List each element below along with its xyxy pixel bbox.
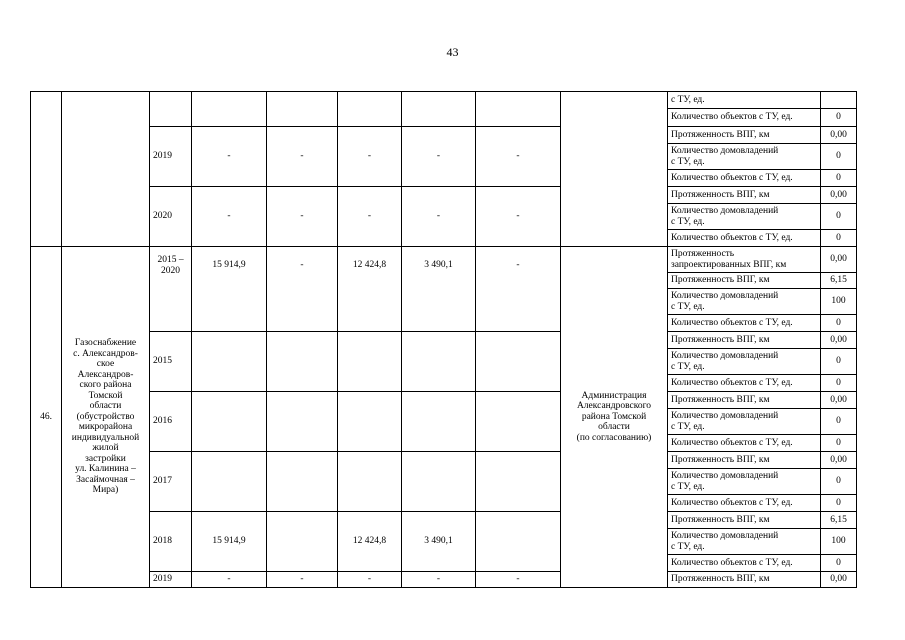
cont-value-cell bbox=[338, 92, 402, 127]
year-cell: 2020 bbox=[150, 187, 192, 247]
value-cell: 15 914,9 bbox=[192, 247, 267, 332]
indicator-value: 100 bbox=[821, 529, 857, 555]
indicator-cell: Количество объектов с ТУ, ед. bbox=[668, 230, 821, 247]
value-cell bbox=[402, 392, 476, 452]
value-cell bbox=[192, 332, 267, 392]
indicator-cell: Количество домовладений с ТУ, ед. bbox=[668, 144, 821, 170]
value-cell bbox=[192, 452, 267, 512]
indicator-cell: Количество объектов с ТУ, ед. bbox=[668, 495, 821, 512]
cont-name-cell bbox=[62, 92, 150, 247]
year-cell: 2016 bbox=[150, 392, 192, 452]
value-cell bbox=[267, 392, 338, 452]
year-cell: 2015 bbox=[150, 332, 192, 392]
value-cell bbox=[267, 512, 338, 572]
indicator-value: 0 bbox=[821, 409, 857, 435]
value-cell bbox=[338, 392, 402, 452]
indicator-value: 0 bbox=[821, 375, 857, 392]
cont-value-cell bbox=[192, 92, 267, 127]
indicator-cell: Количество объектов с ТУ, ед. bbox=[668, 170, 821, 187]
value-cell: - bbox=[192, 572, 267, 588]
cont-value-cell bbox=[476, 92, 561, 127]
item-name: Газоснабжение с. Александров- ское Александров- ского района Томской области (обустройство микрорайона индивидуальной жилой застройки ул. Калинина – Засаймочная – Мира) bbox=[62, 247, 150, 588]
cont-number-cell bbox=[31, 92, 62, 247]
value-cell bbox=[402, 332, 476, 392]
indicator-cell: Количество домовладений с ТУ, ед. bbox=[668, 409, 821, 435]
cont-executor-cell bbox=[561, 92, 668, 247]
value-cell: 12 424,8 bbox=[338, 247, 402, 332]
value-cell: - bbox=[476, 187, 561, 247]
indicator-value: 0 bbox=[821, 555, 857, 572]
value-cell: - bbox=[476, 127, 561, 187]
value-cell: - bbox=[402, 187, 476, 247]
indicator-value: 0 bbox=[821, 469, 857, 495]
indicator-value bbox=[821, 92, 857, 109]
value-cell bbox=[476, 452, 561, 512]
program-table bbox=[30, 91, 857, 588]
value-cell: - bbox=[338, 187, 402, 247]
value-cell: 3 490,1 bbox=[402, 512, 476, 572]
indicator-cell: Протяженность ВПГ, км bbox=[668, 512, 821, 529]
indicator-value: 0,00 bbox=[821, 392, 857, 409]
indicator-value: 0 bbox=[821, 144, 857, 170]
value-cell: - bbox=[192, 127, 267, 187]
indicator-value: 100 bbox=[821, 289, 857, 315]
value-cell: - bbox=[338, 127, 402, 187]
indicator-cell: Протяженность ВПГ, км bbox=[668, 187, 821, 204]
item-number: 46. bbox=[31, 247, 62, 588]
indicator-value: 0 bbox=[821, 495, 857, 512]
year-cell: 2015 – 2020 bbox=[150, 247, 192, 332]
value-cell: - bbox=[267, 127, 338, 187]
indicator-cell: Количество домовладений с ТУ, ед. bbox=[668, 349, 821, 375]
value-cell bbox=[338, 452, 402, 512]
cont-value-cell bbox=[267, 92, 338, 127]
value-cell bbox=[192, 392, 267, 452]
indicator-cell: Количество домовладений с ТУ, ед. bbox=[668, 469, 821, 495]
value-cell bbox=[476, 392, 561, 452]
value-cell bbox=[476, 512, 561, 572]
indicator-cell: Протяженность ВПГ, км bbox=[668, 273, 821, 289]
indicator-cell: Количество домовладений с ТУ, ед. bbox=[668, 289, 821, 315]
indicator-cell: с ТУ, ед. bbox=[668, 92, 821, 109]
indicator-cell: Количество объектов с ТУ, ед. bbox=[668, 315, 821, 332]
indicator-cell: Протяженность ВПГ, км bbox=[668, 452, 821, 469]
value-cell: 15 914,9 bbox=[192, 512, 267, 572]
indicator-value: 6,15 bbox=[821, 273, 857, 289]
value-cell: - bbox=[267, 247, 338, 332]
year-cell: 2019 bbox=[150, 572, 192, 588]
indicator-value: 0,00 bbox=[821, 187, 857, 204]
indicator-cell: Количество объектов с ТУ, ед. bbox=[668, 555, 821, 572]
value-cell: 12 424,8 bbox=[338, 512, 402, 572]
value-cell: - bbox=[267, 187, 338, 247]
year-cell: 2018 bbox=[150, 512, 192, 572]
indicator-cell: Протяженность ВПГ, км bbox=[668, 127, 821, 144]
indicator-value: 0 bbox=[821, 170, 857, 187]
indicator-cell: Количество объектов с ТУ, ед. bbox=[668, 109, 821, 127]
page-number: 43 bbox=[446, 45, 459, 59]
value-cell bbox=[267, 452, 338, 512]
value-cell: - bbox=[402, 127, 476, 187]
indicator-value: 0 bbox=[821, 109, 857, 127]
indicator-value: 0 bbox=[821, 230, 857, 247]
value-cell: - bbox=[192, 187, 267, 247]
value-cell bbox=[267, 332, 338, 392]
indicator-value: 0 bbox=[821, 204, 857, 230]
indicator-value: 0 bbox=[821, 435, 857, 452]
year-cell: 2019 bbox=[150, 127, 192, 187]
indicator-cell: Протяженность запроектированных ВПГ, км bbox=[668, 247, 821, 273]
cont-value-cell bbox=[402, 92, 476, 127]
value-cell: 3 490,1 bbox=[402, 247, 476, 332]
indicator-cell: Количество домовладений с ТУ, ед. bbox=[668, 204, 821, 230]
indicator-value: 0,00 bbox=[821, 127, 857, 144]
indicator-value: 0,00 bbox=[821, 247, 857, 273]
indicator-cell: Количество домовладений с ТУ, ед. bbox=[668, 529, 821, 555]
value-cell bbox=[476, 332, 561, 392]
indicator-cell: Протяженность ВПГ, км bbox=[668, 572, 821, 588]
value-cell bbox=[402, 452, 476, 512]
indicator-cell: Количество объектов с ТУ, ед. bbox=[668, 435, 821, 452]
value-cell: - bbox=[338, 572, 402, 588]
indicator-value: 0 bbox=[821, 315, 857, 332]
indicator-value: 0,00 bbox=[821, 332, 857, 349]
executor-cell: Администрация Александровского района Томской области (по согласованию) bbox=[561, 247, 668, 588]
indicator-cell: Протяженность ВПГ, км bbox=[668, 332, 821, 349]
value-cell: - bbox=[402, 572, 476, 588]
cont-year-cell bbox=[150, 92, 192, 127]
indicator-cell: Протяженность ВПГ, км bbox=[668, 392, 821, 409]
indicator-value: 6,15 bbox=[821, 512, 857, 529]
value-cell bbox=[338, 332, 402, 392]
indicator-cell: Количество объектов с ТУ, ед. bbox=[668, 375, 821, 392]
indicator-value: 0,00 bbox=[821, 452, 857, 469]
indicator-value: 0,00 bbox=[821, 572, 857, 588]
value-cell: - bbox=[476, 247, 561, 332]
value-cell: - bbox=[476, 572, 561, 588]
indicator-value: 0 bbox=[821, 349, 857, 375]
value-cell: - bbox=[267, 572, 338, 588]
year-cell: 2017 bbox=[150, 452, 192, 512]
